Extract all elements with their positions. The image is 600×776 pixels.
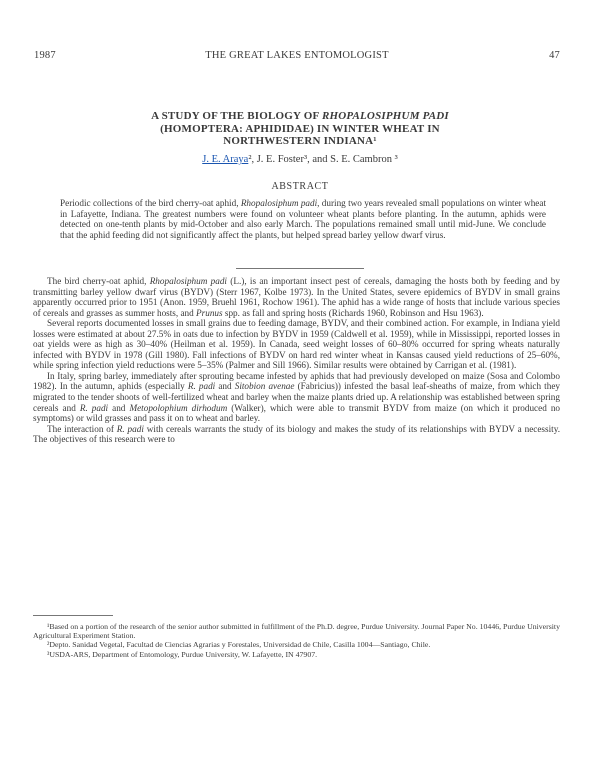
abstract-text (60, 198, 546, 240)
author-line (40, 154, 560, 165)
p3-species-3: R. padi (79, 402, 109, 413)
p1-text-1: The bird cherry-oat aphid, (47, 276, 150, 286)
p4-text-1: The interaction of (47, 423, 117, 434)
running-head (34, 50, 560, 64)
abstract-species: Rhopalosiphum padi (240, 198, 318, 208)
p3-text-4: and (108, 402, 130, 413)
abstract-text-part-1: Periodic collections of the bird cherry-oat aphid, (60, 198, 241, 208)
p3-text-2: and (215, 381, 235, 392)
body-paragraph-1 (33, 276, 560, 318)
running-head-journal: THE GREAT LAKES ENTOMOLOGIST (205, 50, 389, 61)
title-species: RHOPALOSIPHUM PADI (321, 110, 449, 122)
abstract-text-part-2: , during two years revealed small populations on winter wheat in Lafayette, Indiana. The greatest numbers were found on volunteer wheat plants before planting. In the autumn, aphids were detected on one-tenth plants by mid-October and also early March. The populations remained small until mid-June. We conclude that the aphid feeding did not significantly affect the plants, but helped spread barley yellow dwarf virus. (60, 198, 546, 240)
p3-species-1: R. padi (187, 381, 216, 392)
p4-species-1: R. padi (116, 423, 144, 434)
footnote-3: ³USDA-ARS, Department of Entomology, Purdue University, W. Lafayette, IN 47907. (47, 649, 318, 659)
body-paragraph-4 (33, 424, 560, 445)
section-divider (236, 268, 364, 269)
title-line-3: NORTHWESTERN INDIANA¹ (223, 135, 377, 147)
p1-genus-prunus: Prunus (196, 307, 223, 318)
p1-text-3: spp. as fall and spring hosts (Richards 1960, Robinson and Hsu 1963). (222, 307, 484, 318)
p3-species-4: Metopolophium dirhodum (129, 402, 228, 413)
p1-species-1: Rhopalosiphum padi (149, 276, 227, 286)
p3-text-1: In Italy, spring barley, immediately after sprouting became infested by aphids that had previously developed on maize (Sosa and Colombo 1982). In the autumn, aphids (especially (33, 370, 560, 392)
abstract-heading: ABSTRACT (271, 181, 329, 192)
p3-text-5: (Walker), which were able to transmit BYDV from maize (on which it produced no symptoms) or wild grasses and pass it on to wheat and barley. (33, 402, 561, 424)
running-head-year: 1987 (34, 50, 56, 61)
article-body (33, 276, 560, 445)
body-paragraph-3 (33, 371, 560, 424)
footnote-2: ²Depto. Sanidad Vegetal, Facultad de Ciencias Agrarias y Forestales, Universidad de Chile, Casilla 1004—Santiago, Chile. (47, 640, 431, 650)
footnote-divider (33, 615, 113, 616)
first-author-link[interactable]: J. E. Araya (202, 154, 249, 165)
page-number: 47 (549, 50, 560, 61)
footnote-1: ¹Based on a portion of the research of the senior author submitted in fulfillment of the Ph.D. degree, Purdue University. Journal Paper No. 10446, Purdue University Agricultural Experiment Station. (33, 622, 560, 641)
p1-text-2: (L.), is an important insect pest of cereals, damaging the hosts both by feeding and by transmitting barley yellow dwarf virus (BYDV) (Sterr 1967, Kolbe 1973). In the United States, severe epidemics of BYDV in small grains apparently occurred prior to 1951 (Anon. 1959, Bruehl 1961, Rochow 1961). The aphid has a wide range of hosts that include various species of cereals and grasses as summer hosts, and (33, 276, 560, 318)
p3-species-2: Sitobion avenae (234, 381, 295, 392)
title-prefix: A STUDY OF THE BIOLOGY OF (151, 110, 322, 122)
article-title (40, 110, 560, 148)
other-authors: ², J. E. Foster³, and S. E. Cambron ³ (248, 154, 398, 165)
body-paragraph-2: Several reports documented losses in small grains due to feeding damage, BYDV, and their combined action. For example, in Indiana yield losses were estimated at about 27.5% in oats due to infection by BYDV in 1959 (Caldwell et al. 1959), while in Mississippi, reported losses in oat yields were as high as 30–40% (Heilman et al. 1959). In Canada, seed weight losses of 60–80% occurred for spring wheats naturally infected with BYDV in 1978 (Gill 1980). Fall infections of BYDV on hard red winter wheat in Kansas caused yield reductions of 25–60%, while spring infection yield reductions were 5–35% (Palmer and Sill 1966). Similar results were obtained by Carrigan et al. (1981). (33, 318, 560, 371)
footnotes (33, 622, 560, 659)
p4-text-2: with cereals warrants the study of its biology and makes the study of its relationships with BYDV a necessity. The objectives of this research were to (33, 423, 560, 445)
title-line-1 (40, 110, 560, 123)
title-line-2: (HOMOPTERA: APHIDIDAE) IN WINTER WHEAT IN (160, 122, 440, 135)
p3-text-3: (Fabricius)) infested the basal leaf-sheaths of maize, from which they migrated to the tender shoots of well-fertilized wheat and barley when the maize plants dried up. A relationship was established between spring cereals and (33, 381, 560, 413)
